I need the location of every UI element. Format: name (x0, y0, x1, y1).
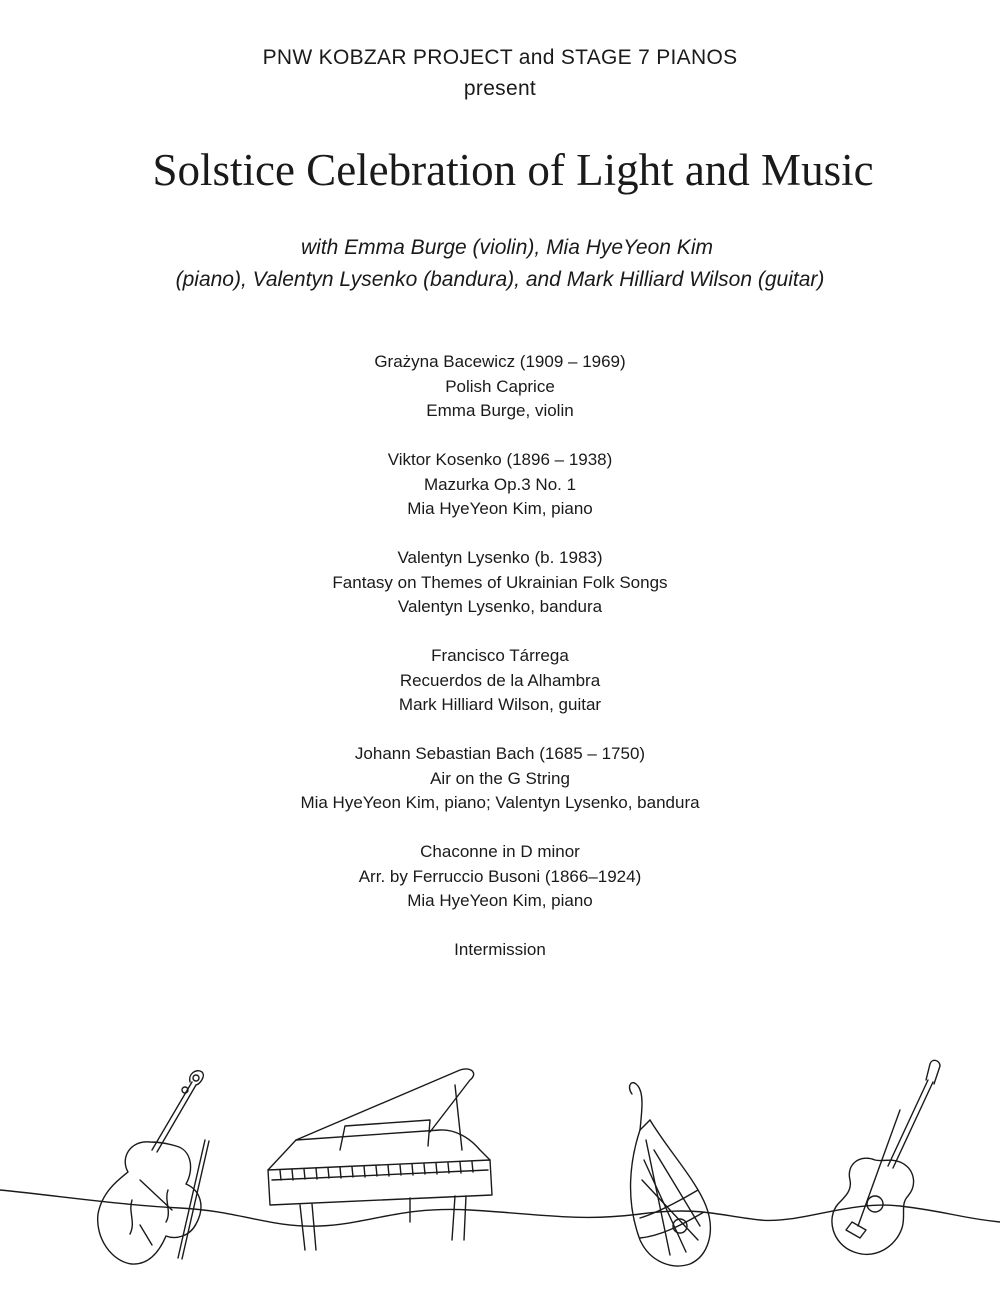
program-composer: Viktor Kosenko (1896 – 1938) (387, 450, 613, 469)
program-performer: Mia HyeYeon Kim, piano (407, 499, 593, 518)
present-line: present (463, 77, 537, 100)
program-item (0, 546, 1000, 620)
presenters-header (0, 42, 1000, 104)
program-composer: Francisco Tárrega (431, 646, 569, 665)
concert-title: Solstice Celebration of Light and Music (152, 145, 874, 195)
program-work: Recuerdos de la Alhambra (399, 670, 601, 690)
program-item (0, 644, 1000, 718)
performers-list (0, 232, 1000, 296)
violin-icon (98, 1071, 209, 1264)
program-performer: Mia HyeYeon Kim, piano; Valentyn Lysenko, bandura (300, 793, 700, 812)
program-composer: Chaconne in D minor (420, 842, 580, 861)
program-performer: Emma Burge, violin (426, 401, 574, 420)
performers-line-2: (piano), Valentyn Lysenko (bandura), and Mark Hilliard Wilson (guitar) (175, 268, 825, 291)
program-item (0, 742, 1000, 816)
grand-piano-icon (268, 1069, 492, 1250)
program-performer: Mia HyeYeon Kim, piano (407, 891, 593, 910)
program-composer: Johann Sebastian Bach (1685 – 1750) (354, 744, 646, 763)
program-work: Mazurka Op.3 No. 1 (423, 474, 577, 494)
program-work: Arr. by Ferruccio Busoni (1866–1924) (358, 866, 642, 886)
program-list (0, 350, 1000, 963)
baseline-line (0, 1190, 1000, 1226)
program-item (0, 350, 1000, 424)
program-work: Polish Caprice (445, 376, 555, 396)
program-performer: Mark Hilliard Wilson, guitar (398, 695, 602, 714)
guitar-icon (832, 1060, 940, 1254)
program-composer: Grażyna Bacewicz (1909 – 1969) (374, 352, 626, 371)
program-item (0, 448, 1000, 522)
program-composer: Valentyn Lysenko (b. 1983) (397, 548, 603, 567)
presenters-line: PNW KOBZAR PROJECT and STAGE 7 PIANOS (262, 46, 738, 69)
bandura-icon (630, 1083, 711, 1266)
program-item (0, 840, 1000, 914)
program-performer: Valentyn Lysenko, bandura (397, 597, 603, 616)
program-work: Air on the G String (430, 768, 570, 788)
instruments-illustration (0, 1040, 1000, 1294)
intermission-label: Intermission (454, 940, 546, 959)
performers-line-1: with Emma Burge (violin), Mia HyeYeon Kim (301, 236, 713, 259)
program-work: Fantasy on Themes of Ukrainian Folk Songs (332, 572, 668, 592)
